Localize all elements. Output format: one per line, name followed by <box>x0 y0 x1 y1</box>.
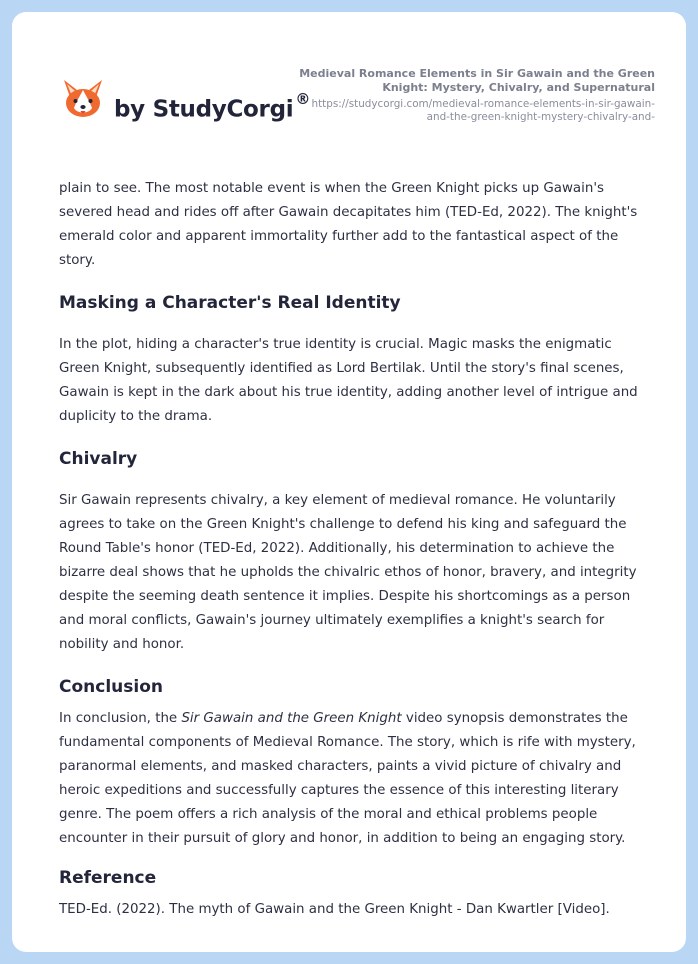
heading-chivalry: Chivalry <box>59 449 138 469</box>
heading-conclusion: Conclusion <box>59 677 163 697</box>
heading-reference: Reference <box>59 868 157 888</box>
paragraph-conclusion: In conclusion, the Sir Gawain and the Green Knight video synopsis demonstrates the fundamental components of Medieval Romance. The story, which is rife with mystery, paranormal elements, and masked characters, paints a vivid picture of chivalry and heroic expeditions and successfully captures the essence of this interesting literary genre. The poem offers a rich analysis of the moral and ethical problems people encounter in their pursuit of glory and honor, in addition to being an engaging story. <box>59 711 636 846</box>
work-title: Sir Gawain and the Green Knight <box>181 711 402 726</box>
heading-masking-identity: Masking a Character's Real Identity <box>59 293 401 313</box>
article-body <box>59 177 654 922</box>
corgi-icon <box>60 76 106 122</box>
document-url[interactable]: https://studycorgi.com/medieval-romance-elements-in-sir-gawain-and-the-green-knight-mystery-chivalry-and- <box>311 98 655 123</box>
registered-mark: ® <box>295 90 311 108</box>
paragraph-masking-identity: In the plot, hiding a character's true identity is crucial. Magic masks the enigmatic Green Knight, subsequently identified as Lord Bertilak. Until the story's final scenes, Gawain is kept in the dark about his true identity, adding another level of intrigue and duplicity to the drama. <box>59 337 638 424</box>
paragraph-chivalry: Sir Gawain represents chivalry, a key element of medieval romance. He voluntarily agrees to take on the Green Knight's challenge to defend his king and safeguard the Round Table's honor (TED-Ed, 2022). Additionally, his determination to achieve the bizarre deal shows that he upholds the chivalric ethos of honor, bravery, and integrity despite the seeming death sentence it implies. Despite his shortcomings as a person and moral conflicts, Gawain's journey ultimately exemplifies a knight's search for nobility and honor. <box>59 493 637 652</box>
reference-entry: TED-Ed. (2022). The myth of Gawain and the Green Knight - Dan Kwartler [Video]. <box>59 902 610 917</box>
document-title: Medieval Romance Elements in Sir Gawain and the Green Knight: Mystery, Chivalry, and Supernatural <box>299 67 655 94</box>
corgi-logo-icon[interactable] <box>60 76 106 122</box>
intro-paragraph: plain to see. The most notable event is when the Green Knight picks up Gawain's severed head and rides off after Gawain decapitates him (TED-Ed, 2022). The knight's emerald color and apparent immortality further add to the fantastical aspect of the story. <box>59 181 638 268</box>
document-page <box>12 12 686 952</box>
brand-name[interactable]: by StudyCorgi ® <box>114 90 311 123</box>
